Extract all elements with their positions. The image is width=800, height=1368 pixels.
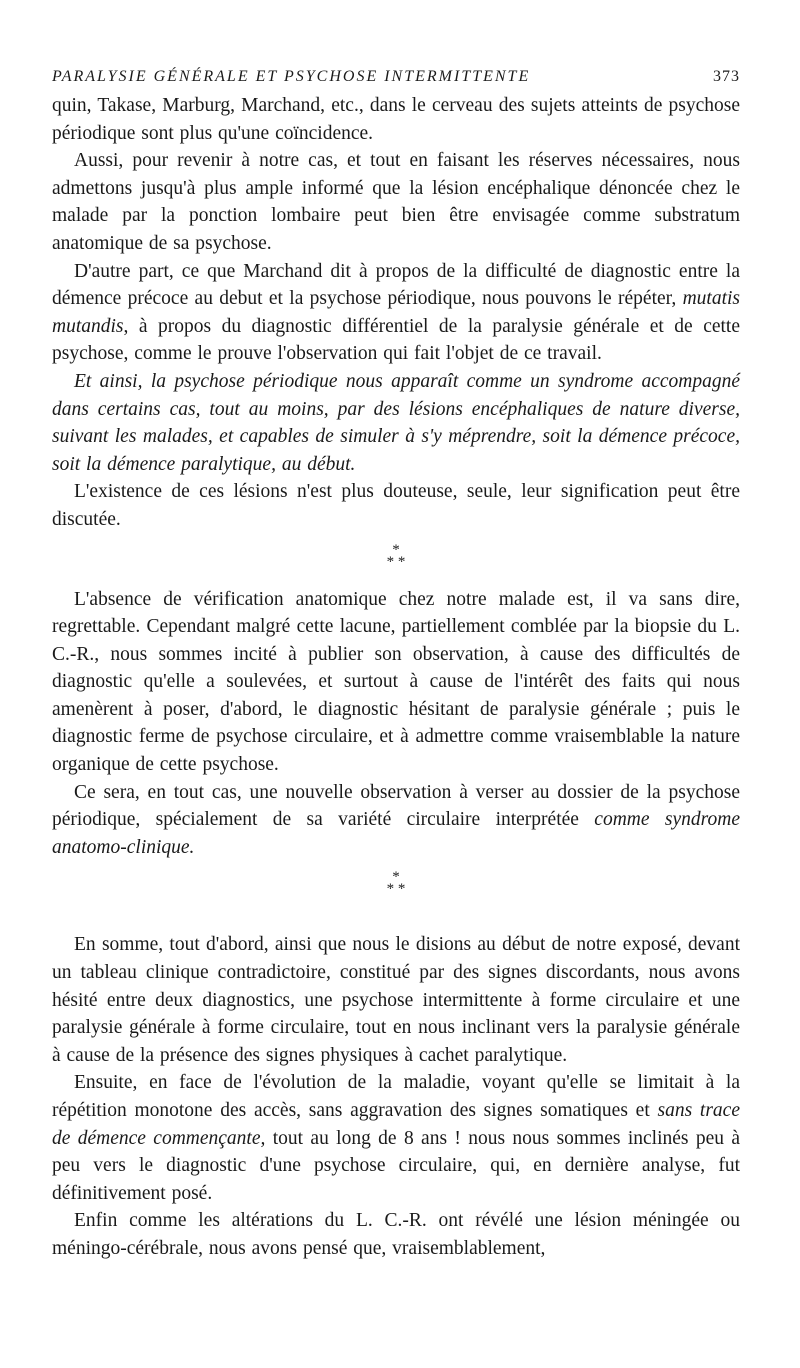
paragraph-3: D'autre part, ce que Marchand dit à propos de la difficulté de diagnostic entre la démence précoce au debut et la psychose périodique, nous pouvons le répéter, mutatis mutandis, à propos du diagnostic différentiel de la paralysie générale et de cette psychose, comme le prouve l'observation qui fait l'objet de ce travail.	[52, 260, 740, 365]
paragraph-4: Et ainsi, la psychose périodique nous apparaît comme un syndrome accompagné dans certains cas, tout au moins, par des lésions encéphaliques de nature diverse, suivant les malades, et capables de simuler à s'y méprendre, soit la démence précoce, soit la démence paralytique, au début.	[52, 370, 740, 475]
paragraph-7-italic: comme syndrome anatomo-clinique.	[52, 809, 740, 858]
running-header	[52, 68, 740, 86]
asterism-top-2: *	[392, 869, 400, 886]
paragraph-9-text-after: tout au long de 8 ans ! nous nous sommes inclinés peu à peu vers le diagnostic d'une psychose circulaire, qui, en dernière analyse, fut définitivement posé.	[52, 1127, 741, 1204]
paragraph-3-italic: mutatis mutandis	[52, 288, 740, 337]
paragraph-9-text-before: Ensuite, en face de l'évolution de la maladie, voyant qu'elle se limitait à la répétition monotone des accès, sans aggravation des signes somatiques et	[52, 1072, 740, 1121]
paragraph-1: quin, Takase, Marburg, Marchand, etc., dans le cerveau des sujets atteints de psychose périodique sont plus qu'une coïncidence.	[52, 95, 740, 144]
paragraph-10: Enfin comme les altérations du L. C.-R. ont révélé une lésion méningée ou méningo-cérébrale, nous avons pensé que, vraisemblablement,	[52, 1210, 740, 1259]
page-number: 373	[713, 68, 740, 85]
paragraph-5: L'existence de ces lésions n'est plus douteuse, seule, leur signification peut être discutée.	[52, 481, 740, 530]
paragraph-7-text: Ce sera, en tout cas, une nouvelle observation à verser au dossier de la psychose périodique, spécialement de sa variété circulaire interprétée	[52, 781, 740, 831]
asterism-bottom: * *	[386, 553, 406, 570]
paragraph-8: En somme, tout d'abord, ainsi que nous le disions au début de notre exposé, devant un tableau clinique contradictoire, constitué par des signes discordants, nous avons hésité entre deux diagnostics, une psychose intermittente à forme circulaire et une paralysie générale à forme circulaire, tout en nous inclinant vers la paralysie générale à cause de la présence des signes physiques à cachet paralytique.	[52, 934, 740, 1066]
paragraph-9	[52, 1069, 740, 1207]
paragraph-2: Aussi, pour revenir à notre cas, et tout en faisant les réserves nécessaires, nous admettons jusqu'à plus ample informé que la lésion encéphalique dénoncée chez le malade par la ponction lombaire peut bien être envisagée comme substratum anatomique de sa psychose.	[52, 150, 740, 254]
paragraph-9-italic: sans trace de démence commençante,	[52, 1100, 740, 1149]
asterism-top: *	[392, 541, 400, 558]
paragraph-6: L'absence de vérification anatomique chez notre malade est, il va sans dire, regrettable. Cependant malgré cette lacune, partiellement comblée par la biopsie du L. C.-R., nous sommes incité à publier son observation, à cause des difficultés de diagnostic qu'elle a soulevées, et surtout à cause de l'intérêt des faits qui nous amenèrent à poser, d'abord, le diagnostic hésitant de paralysie générale ; puis le diagnostic ferme de psychose circulaire, et à admettre comme vraisemblable la nature organique de cette psychose.	[52, 588, 740, 776]
section-separator-1	[52, 534, 740, 586]
section-separator-2	[52, 861, 740, 913]
running-title: PARALYSIE GÉNÉRALE ET PSYCHOSE INTERMITTENTE	[52, 68, 531, 85]
asterism-bottom-2: * *	[386, 881, 406, 898]
paragraph-7	[52, 779, 740, 862]
body-text	[52, 92, 740, 1263]
